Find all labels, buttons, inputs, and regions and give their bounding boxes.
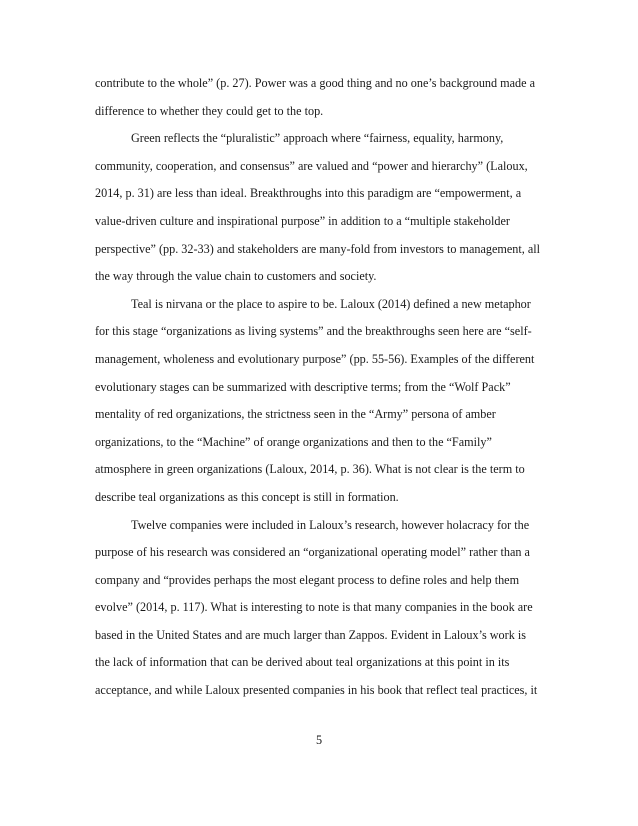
text-line: describe teal organizations as this concept is still in formation. <box>95 489 399 504</box>
text-line: value-driven culture and inspirational purpose” in addition to a “multiple stakeholder <box>95 213 510 228</box>
text-line: the way through the value chain to customers and society. <box>95 269 377 284</box>
text-line: atmosphere in green organizations (Laloux, 2014, p. 36). What is not clear is the term to <box>95 462 525 477</box>
text-line: for this stage “organizations as living systems” and the breakthroughs seen here are “self- <box>95 324 532 339</box>
text-line: mentality of red organizations, the strictness seen in the “Army” persona of amber <box>95 407 496 422</box>
text-line: perspective” (pp. 32-33) and stakeholders are many-fold from investors to management, all <box>95 241 541 256</box>
text-line: organizations, to the “Machine” of orange organizations and then to the “Family” <box>95 434 492 449</box>
page-number: 5 <box>315 733 323 747</box>
text-line: based in the United States and are much larger than Zappos. Evident in Laloux’s work is <box>95 627 526 642</box>
text-line: contribute to the whole” (p. 27). Power was a good thing and no one’s background made a <box>95 76 535 90</box>
paragraph-first-line: Teal is nirvana or the place to aspire to be. Laloux (2014) defined a new metaphor <box>131 296 531 311</box>
text-line: evolve” (2014, p. 117). What is interesting to note is that many companies in the book are <box>95 600 533 615</box>
paragraph-first-line: Twelve companies were included in Laloux’s research, however holacracy for the <box>131 517 530 532</box>
text-line: the lack of information that can be derived about teal organizations at this point in its <box>95 655 510 670</box>
text-line: acceptance, and while Laloux presented companies in his book that reflect teal practices, it <box>95 683 538 698</box>
text-line: 2014, p. 31) are less than ideal. Breakthroughs into this paradigm are “empowerment, a <box>95 186 522 201</box>
paragraph-first-line: Green reflects the “pluralistic” approach where “fairness, equality, harmony, <box>131 131 504 146</box>
text-line: company and “provides perhaps the most elegant process to define roles and help them <box>95 572 520 587</box>
text-line: community, cooperation, and consensus” are valued and “power and hierarchy” (Laloux, <box>95 158 528 173</box>
text-line: evolutionary stages can be summarized with descriptive terms; from the “Wolf Pack” <box>95 379 511 394</box>
body-text <box>95 70 555 705</box>
text-line: management, wholeness and evolutionary purpose” (pp. 55-56). Examples of the different <box>95 351 535 366</box>
text-line: purpose of his research was considered an “organizational operating model” rather than a <box>95 545 530 560</box>
text-line: difference to whether they could get to the top. <box>95 103 324 118</box>
